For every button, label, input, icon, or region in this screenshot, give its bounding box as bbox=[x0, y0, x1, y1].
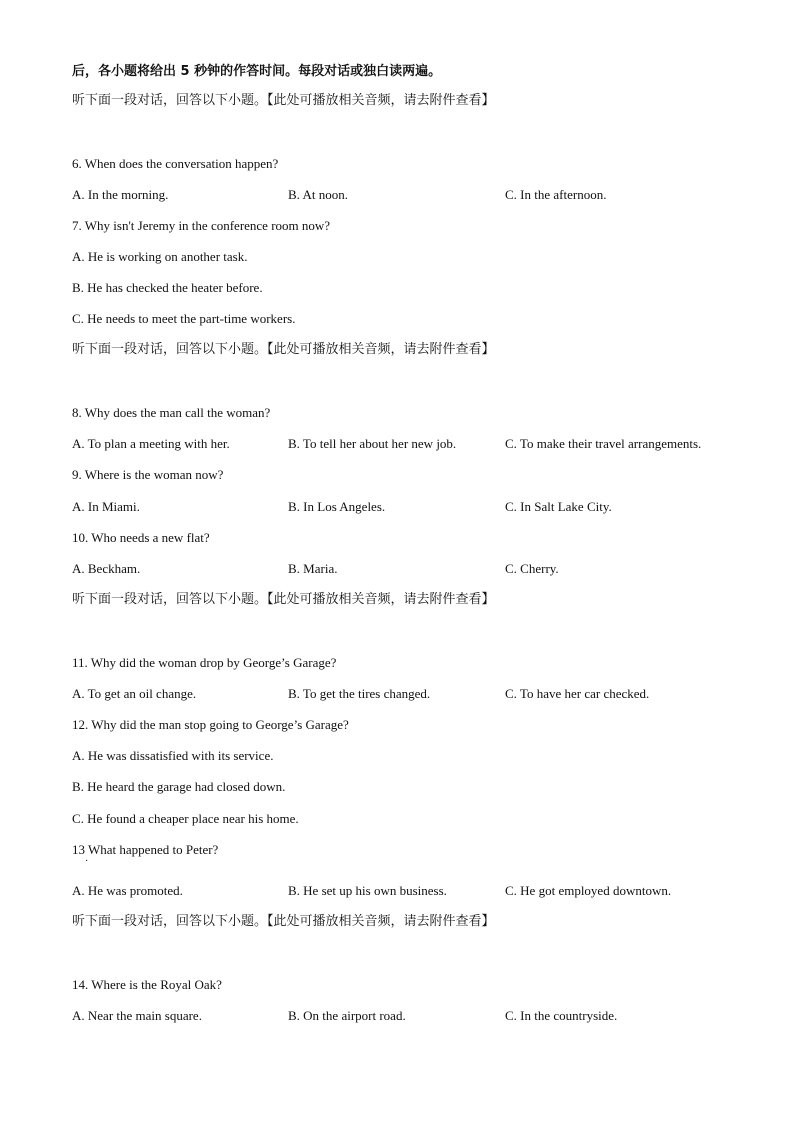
question-11-option-a: A. To get an oil change. bbox=[72, 686, 197, 701]
listen-prompt: 听下面一段对话，回答以下小题。【此处可播放相关音频，请去附件查看】 bbox=[72, 342, 495, 357]
question-13-option-c: C. He got employed downtown. bbox=[505, 883, 672, 898]
question-6-option-c: C. In the afternoon. bbox=[505, 187, 607, 202]
question-8: 8. Why does the man call the woman? bbox=[72, 405, 271, 420]
question-11-option-c: C. To have her car checked. bbox=[505, 686, 650, 701]
question-10: 10. Who needs a new flat? bbox=[72, 530, 210, 545]
question-10-option-b: B. Maria. bbox=[288, 561, 338, 576]
question-10-option-a: A. Beckham. bbox=[72, 561, 141, 576]
question-12-option-b: B. He heard the garage had closed down. bbox=[72, 779, 286, 794]
question-14-option-a: A. Near the main square. bbox=[72, 1008, 202, 1023]
question-7-option-c: C. He needs to meet the part-time workers. bbox=[72, 311, 296, 326]
question-8-option-a: A. To plan a meeting with her. bbox=[72, 436, 230, 451]
question-12: 12. Why did the man stop going to George’s Garage? bbox=[72, 717, 349, 732]
question-11: 11. Why did the woman drop by George’s Garage? bbox=[72, 655, 337, 670]
question-12-option-c: C. He found a cheaper place near his home. bbox=[72, 811, 299, 826]
question-14: 14. Where is the Royal Oak? bbox=[72, 977, 222, 992]
question-11-option-b: B. To get the tires changed. bbox=[288, 686, 431, 701]
question-14-option-c: C. In the countryside. bbox=[505, 1008, 618, 1023]
question-13-option-b: B. He set up his own business. bbox=[288, 883, 447, 898]
question-9-option-a: A. In Miami. bbox=[72, 499, 140, 514]
question-6-option-a: A. In the morning. bbox=[72, 187, 169, 202]
question-13-option-a: A. He was promoted. bbox=[72, 883, 183, 898]
question-6-option-b: B. At noon. bbox=[288, 187, 348, 202]
question-14-option-b: B. On the airport road. bbox=[288, 1008, 406, 1023]
listen-prompt: 听下面一段对话，回答以下小题。【此处可播放相关音频，请去附件查看】 bbox=[72, 93, 495, 108]
question-6: 6. When does the conversation happen? bbox=[72, 156, 279, 171]
question-9: 9. Where is the woman now? bbox=[72, 467, 224, 482]
question-13: 13 What happened to Peter? bbox=[72, 842, 219, 857]
question-9-option-c: C. In Salt Lake City. bbox=[505, 499, 612, 514]
listen-prompt: 听下面一段对话，回答以下小题。【此处可播放相关音频，请去附件查看】 bbox=[72, 592, 495, 607]
question-8-option-c: C. To make their travel arrangements. bbox=[505, 436, 702, 451]
instruction-line: 后，各小题将给出 5 秒钟的作答时间。每段对话或独白读两遍。 bbox=[72, 64, 442, 79]
question-8-option-b: B. To tell her about her new job. bbox=[288, 436, 457, 451]
question-7-option-a: A. He is working on another task. bbox=[72, 249, 248, 264]
question-7-option-b: B. He has checked the heater before. bbox=[72, 280, 263, 295]
question-7: 7. Why isn't Jeremy in the conference room now? bbox=[72, 218, 331, 233]
listen-prompt: 听下面一段对话，回答以下小题。【此处可播放相关音频，请去附件查看】 bbox=[72, 914, 495, 929]
question-10-option-c: C. Cherry. bbox=[505, 561, 559, 576]
stray-mark: · bbox=[85, 856, 89, 867]
question-12-option-a: A. He was dissatisfied with its service. bbox=[72, 748, 274, 763]
question-9-option-b: B. In Los Angeles. bbox=[288, 499, 386, 514]
